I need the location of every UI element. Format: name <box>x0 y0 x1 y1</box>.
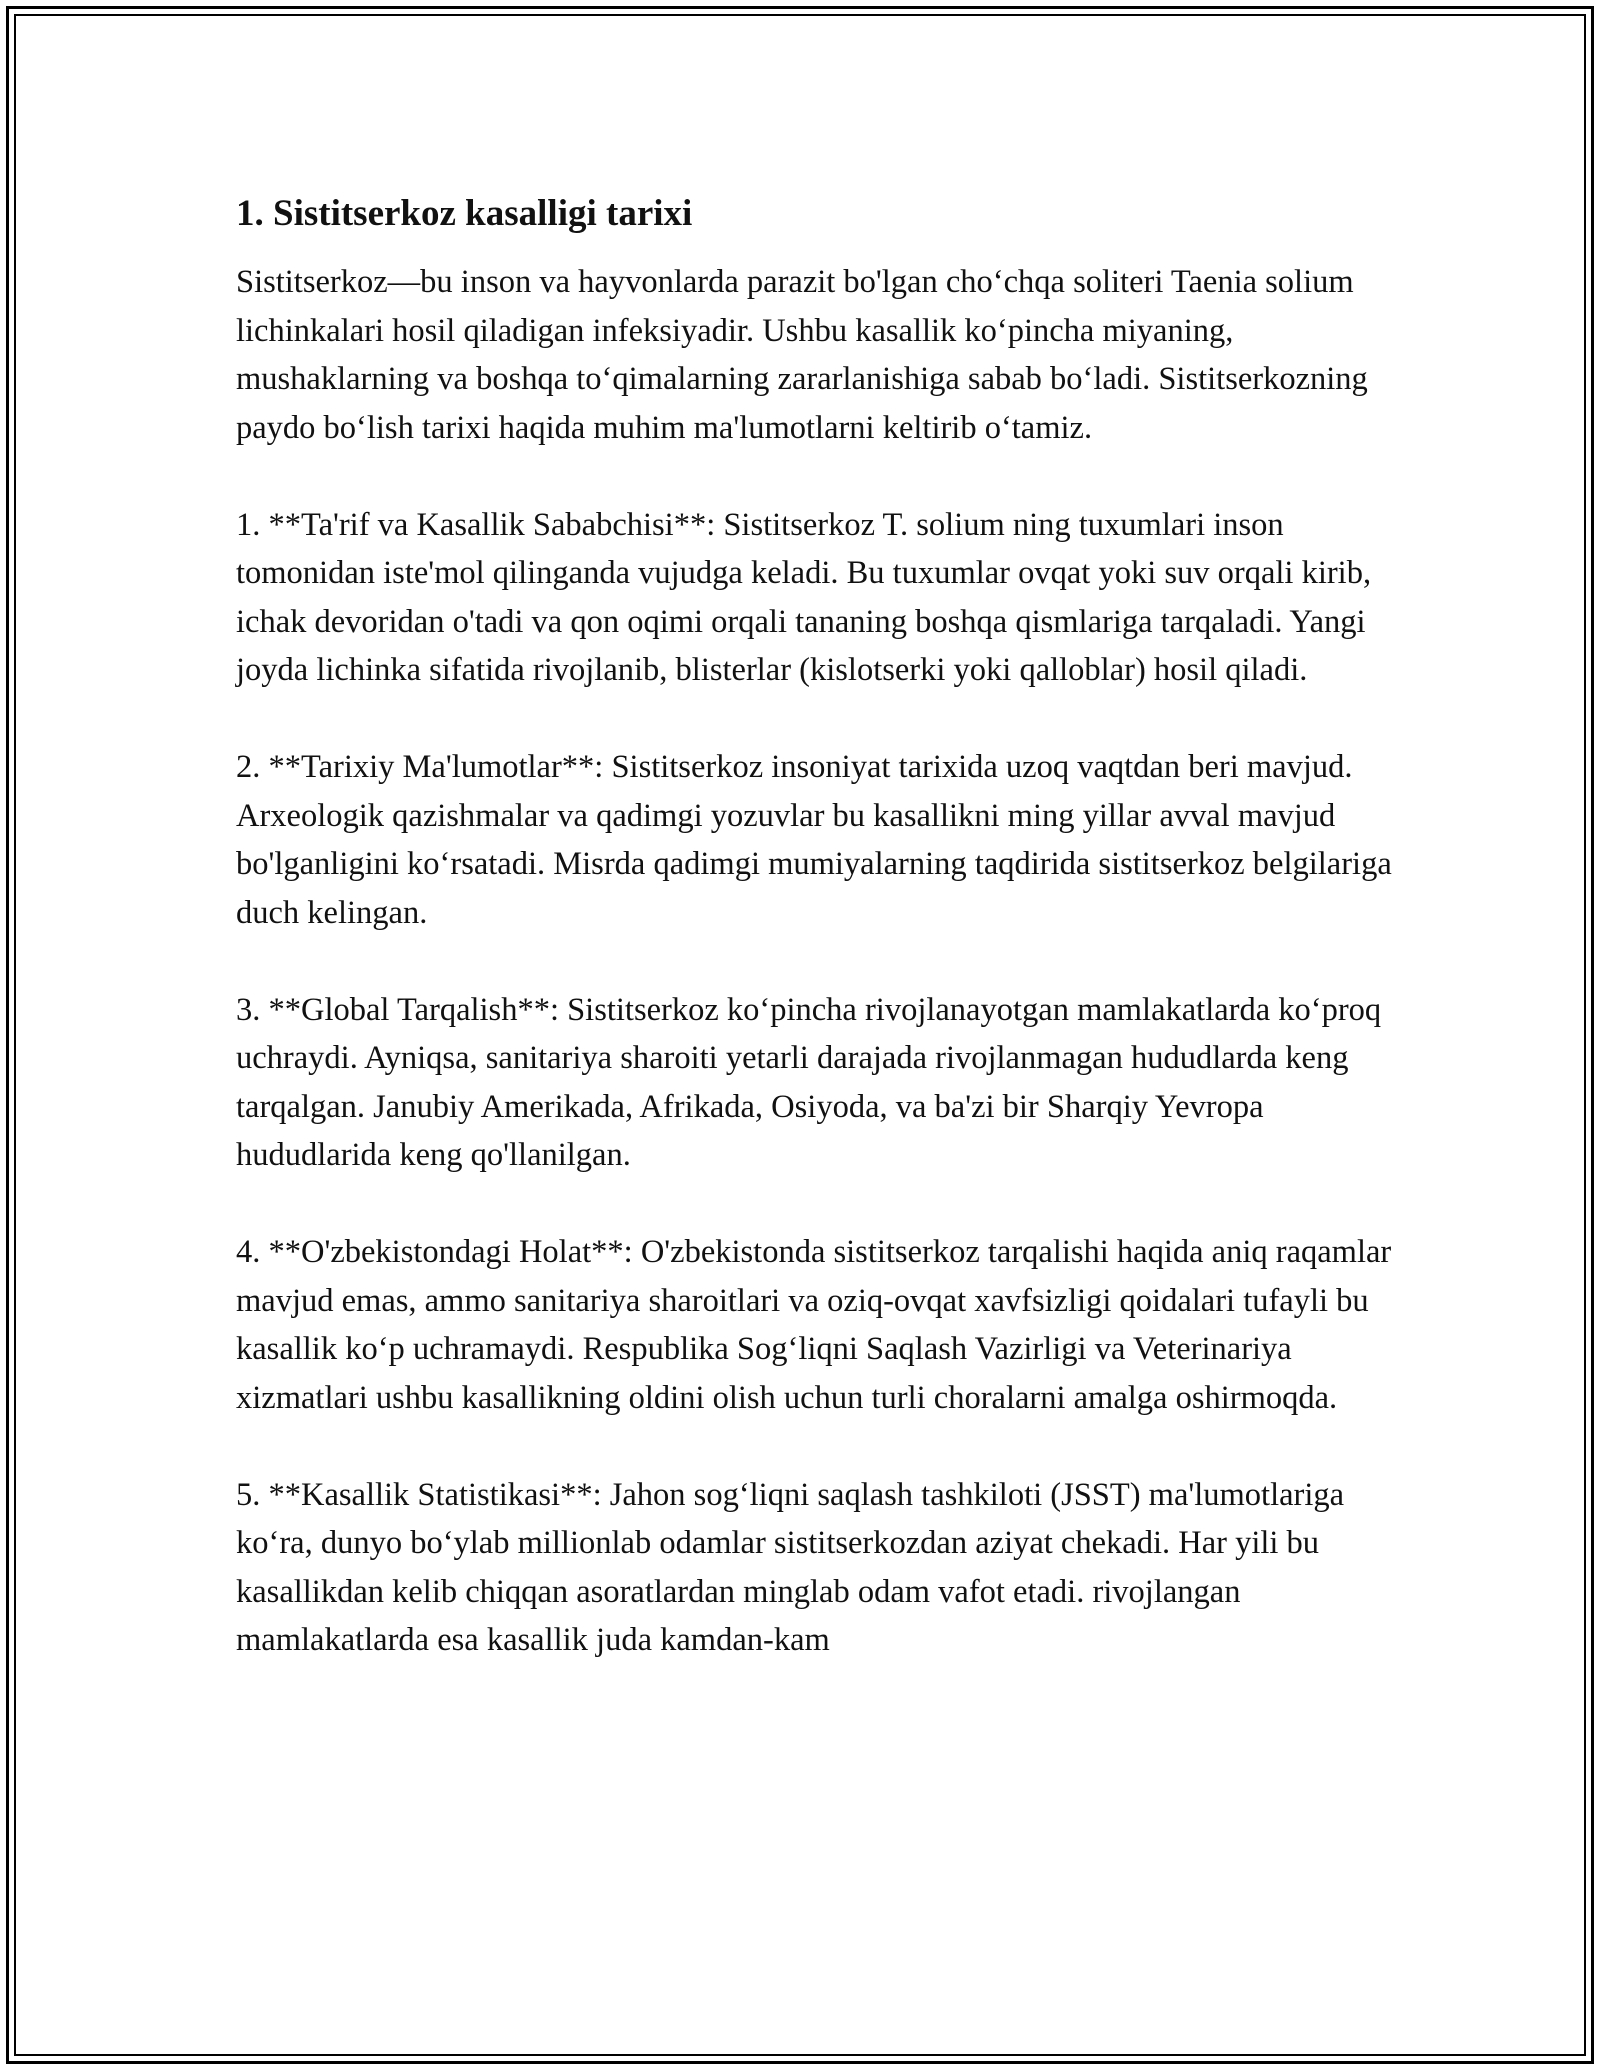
intro-paragraph: Sistitserkoz—bu inson va hayvonlarda parazit bo'lgan cho‘chqa soliteri Taenia solium lichinkalari hosil qiladigan infeksiyadir. Ushbu kasallik ko‘pincha miyaning, mushaklarning va boshqa to‘qimalarning zararlanishiga sabab bo‘ladi. Sistitserkozning paydo bo‘lish tarixi haqida muhim ma'lumotlarni keltirib o‘tamiz. <box>236 264 1368 446</box>
section-heading: 1. Sistitserkoz kasalligi tarixi <box>236 193 693 234</box>
document-page <box>236 190 1396 1665</box>
paragraph-definition: 1. **Ta'rif va Kasallik Sababchisi**: Sistitserkoz T. solium ning tuxumlari inson tomonidan iste'mol qilinganda vujudga keladi. Bu tuxumlar ovqat yoki suv orqali kirib, ichak devoridan o'tadi va qon oqimi orqali tananing boshqa qismlariga tarqaladi. Yangi joyda lichinka sifatida rivojlanib, blisterlar (kislotserki yoki qalloblar) hosil qiladi. <box>236 506 1372 688</box>
paragraph-statistics: 5. **Kasallik Statistikasi**: Jahon sog‘liqni saqlash tashkiloti (JSST) ma'lumotlariga ko‘ra, dunyo bo‘ylab millionlab odamlar sistitserkozdan aziyat chekadi. Har yili bu kasallikdan kelib chiqqan asoratlardan minglab odam vafot etadi. rivojlangan mamlakatlarda esa kasallik juda kamdan-kam <box>236 1476 1345 1658</box>
paragraph-uzbekistan: 4. **O'zbekistondagi Holat**: O'zbekistonda sistitserkoz tarqalishi haqida aniq raqamlar mavjud emas, ammo sanitariya sharoitlari va oziq-ovqat xavfsizligi qoidalari tufayli bu kasallik ko‘p uchramaydi. Respublika Sog‘liqni Saqlash Vazirligi va Veterinariya xizmatlari ushbu kasallikning oldini olish uchun turli choralarni amalga oshirmoqda. <box>236 1234 1392 1416</box>
paragraph-history: 2. **Tarixiy Ma'lumotlar**: Sistitserkoz insoniyat tarixida uzoq vaqtdan beri mavjud. Arxeologik qazishmalar va qadimgi yozuvlar bu kasallikni ming yillar avval mavjud bo'lganligini ko‘rsatadi. Misrda qadimgi mumiyalarning taqdirida sistitserkoz belgilariga duch kelingan. <box>236 749 1392 931</box>
paragraph-global-spread: 3. **Global Tarqalish**: Sistitserkoz ko‘pincha rivojlanayotgan mamlakatlarda ko‘proq uchraydi. Ayniqsa, sanitariya sharoiti yetarli darajada rivojlanmagan hududlarda keng tarqalgan. Janubiy Amerikada, Afrikada, Osiyoda, va ba'zi bir Sharqiy Yevropa hududlarida keng qo'llanilgan. <box>236 991 1382 1173</box>
document-body <box>236 258 1396 1665</box>
